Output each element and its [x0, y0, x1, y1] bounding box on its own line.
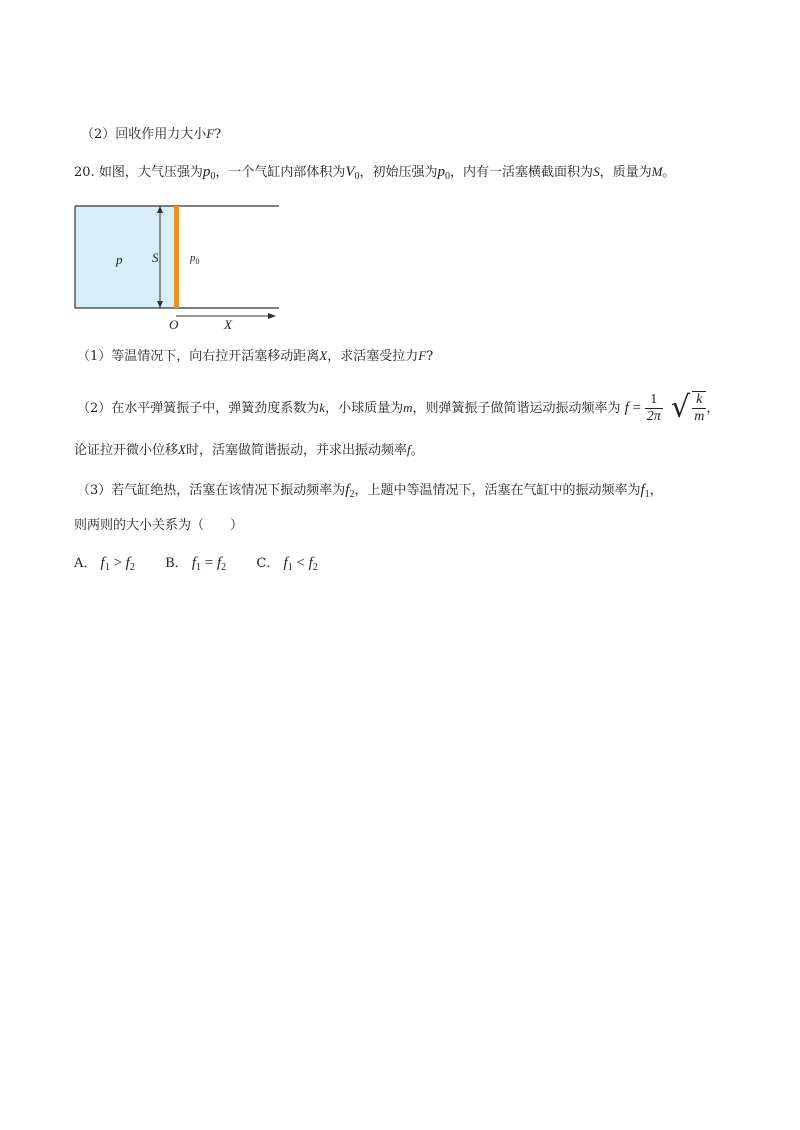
fraction-numerator: 1: [645, 392, 663, 409]
q20-p0-symbol: $p_0$: [202, 164, 216, 182]
label-p: p: [116, 252, 123, 267]
part2-line2-f-symbol: f: [406, 442, 411, 457]
q20-stem: [74, 162, 675, 187]
q20-stem-e: ，质量为: [599, 165, 652, 180]
q20-stem-d: ，内有一活塞横截面积为: [450, 165, 594, 180]
frequency-formula: f =: [624, 400, 642, 416]
cylinder-piston-diagram: [74, 198, 284, 338]
part1-x-symbol: X: [319, 348, 328, 363]
gas-region: [75, 206, 174, 308]
piston: [174, 206, 179, 308]
part1-text-c: ?: [426, 349, 434, 364]
option-b-expression: $f_1 = f_2$: [191, 555, 227, 573]
part3-text-a: （3）若气缸绝热，活塞在该情况下振动频率为: [77, 483, 346, 498]
q20-stem-b: ，一个气缸内部体积为: [215, 165, 346, 180]
root-fraction: [692, 391, 706, 425]
label-p0: $p_0$: [190, 252, 200, 266]
q20-area-symbol: S: [593, 164, 600, 179]
part2-line2: [74, 440, 424, 461]
root-denominator-m: m: [694, 409, 705, 424]
q19-force-symbol: F: [206, 126, 215, 141]
option-c[interactable]: [256, 556, 317, 571]
option-a-label: A．: [74, 556, 97, 571]
part3-line1: [77, 480, 663, 505]
label-x: X: [224, 317, 232, 332]
part3-f1-symbol: $f_1$: [640, 482, 650, 500]
option-a[interactable]: [74, 556, 139, 571]
part3-text-c: ，: [649, 483, 663, 498]
label-s: S: [152, 250, 159, 265]
part2-line2-a: 论证拉开微小位移: [74, 443, 179, 458]
q19-part2: [81, 124, 221, 145]
part2-line2-x-symbol: X: [178, 442, 186, 457]
part3-text-b: ，上题中等温情况下，活塞在气缸中的振动频率为: [354, 483, 641, 498]
part2-m-symbol: m: [403, 400, 413, 415]
part2-text-c: ，则弹簧振子做简谐运动振动频率为: [412, 401, 621, 416]
q20-number: 20.: [74, 165, 95, 180]
part2-text-b: ，小球质量为: [325, 401, 404, 416]
q20-v0-symbol: $V_0$: [345, 164, 360, 182]
part1: [77, 346, 433, 367]
q20-stem-f: 。: [662, 165, 676, 180]
part3-f2-symbol: $f_2$: [345, 482, 355, 500]
part3-line2-text: 则两则的大小关系为（ ）: [74, 518, 244, 533]
option-c-expression: $f_1 < f_2$: [283, 555, 318, 573]
q20-p0-symbol-2: $p_0$: [437, 164, 451, 182]
answer-options: [74, 553, 318, 578]
part2-line1: [77, 386, 719, 431]
part2-k-symbol: k: [319, 400, 326, 415]
part1-f-symbol: F: [418, 348, 427, 363]
square-root: [671, 387, 706, 431]
radical-sign: √: [670, 390, 691, 425]
label-origin: O: [169, 317, 179, 332]
q20-stem-a: 如图，大气压强为: [98, 165, 203, 180]
q19-part2-text: （2）回收作用力大小: [81, 127, 207, 142]
formula-fraction: [645, 392, 663, 425]
q20-mass-symbol: M: [651, 164, 663, 179]
part3-line2: [74, 516, 243, 536]
q19-question-mark: ?: [214, 127, 222, 142]
option-a-expression: $f_1 > f_2$: [100, 555, 135, 573]
root-numerator-k: k: [692, 392, 706, 409]
x-axis-arrow: [268, 313, 276, 319]
part1-text-a: （1）等温情况下，向右拉开活塞移动距离: [77, 349, 320, 364]
part2-comma: ，: [706, 401, 720, 416]
option-b-label: B．: [165, 556, 188, 571]
part2-line2-b: 时，活塞做简谐振动，并求出振动频率: [185, 443, 407, 458]
part2-line2-c: 。: [410, 443, 424, 458]
option-c-label: C．: [256, 556, 280, 571]
option-b[interactable]: [165, 556, 230, 571]
part1-text-b: ，求活塞受拉力: [327, 349, 419, 364]
q20-stem-c: ，初始压强为: [359, 165, 438, 180]
fraction-denominator: 2π: [646, 409, 661, 424]
part2-text-a: （2）在水平弹簧振子中，弹簧劲度系数为: [77, 401, 320, 416]
